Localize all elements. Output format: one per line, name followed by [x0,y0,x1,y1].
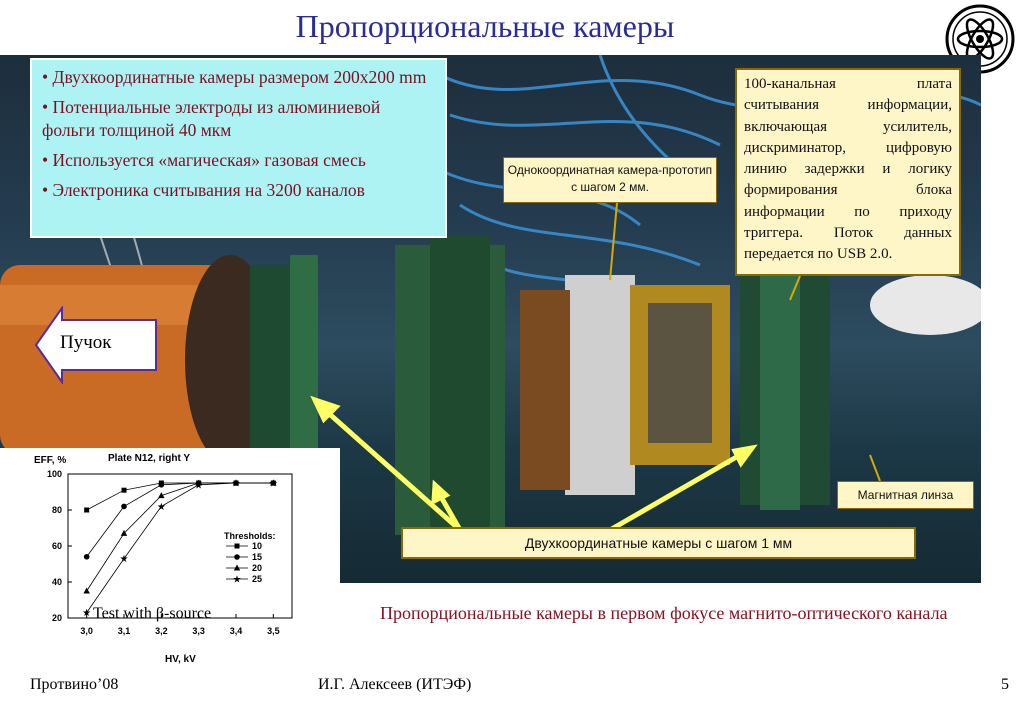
chart-xlabel: HV, kV [165,654,196,665]
bullet-list [30,58,447,238]
data-point [121,504,127,510]
legend-marker [234,554,240,560]
plot-note: Test with β-source [93,605,212,622]
chart-title: Plate N12, right Y [108,453,191,464]
data-point [83,588,89,594]
data-point: ★ [119,554,129,566]
x-tick-label: 3,5 [267,626,280,636]
footer-location: Протвино’08 [30,676,119,693]
data-point: ★ [268,478,278,490]
y-tick-label: 60 [51,541,62,551]
slide-title: Пропорциональные камеры [295,8,675,44]
y-tick-label: 80 [51,505,62,515]
chart-ylabel: EFF, % [34,455,67,466]
efficiency-chart [0,448,340,670]
data-point [84,554,90,560]
bullet-item: • Используется «магическая» газовая смесь [42,150,366,170]
bullet-item: • Двухкоординатные камеры размером 200х200 mm [42,67,427,87]
readout-board-callout: 100-канальная плата считывания информации, включающая усилитель, дискриминатор, цифровую линию задержки и логику формирования блока информации по приходу триггера. Поток данных передается по USB 2.0. [735,68,961,276]
page-number: 5 [1001,676,1009,693]
prototype-callout: Однокоординатная камера-прототип с шагом 2 мм. [503,157,717,203]
series-line-10 [87,483,274,510]
data-point: ★ [156,501,166,513]
x-tick-label: 3,3 [192,626,205,636]
data-point [159,482,165,488]
footer-author: И.Г. Алексеев (ИТЭФ) [318,676,472,693]
legend-title: Thresholds: [224,531,276,541]
data-point [122,488,127,493]
y-tick-label: 40 [51,577,62,587]
efficiency-plot [0,448,340,670]
magnetic-lens-callout: Магнитная линза [837,481,974,509]
legend-label: 20 [252,563,263,573]
beam-label: Пучок [60,332,112,353]
slide-caption: Пропорциональные камеры в первом фокусе магнито-оптического канала [380,603,948,623]
x-tick-label: 3,1 [117,626,131,636]
legend-marker [235,544,240,549]
x-tick-label: 3,0 [80,626,93,636]
legend-label: 15 [252,552,263,562]
x-tick-label: 3,2 [155,626,168,636]
data-point: ★ [231,478,241,490]
data-point: ★ [82,608,92,620]
legend-label: 25 [252,574,263,584]
data-point [84,508,89,513]
data-point: ★ [194,480,204,492]
chambers-callout: Двухкоординатные камеры с шагом 1 мм [401,527,916,559]
bullet-item: • Электроника считывания на 3200 каналов [42,180,365,200]
legend-marker [234,565,240,571]
y-tick-label: 20 [51,613,62,623]
legend-marker: ★ [232,574,242,586]
legend-label: 10 [252,541,263,551]
bullet-item: • Потенциальные электроды из алюминиевой фольги толщиной 40 мкм [42,97,381,140]
x-tick-label: 3,4 [229,626,243,636]
y-tick-label: 100 [46,469,62,479]
